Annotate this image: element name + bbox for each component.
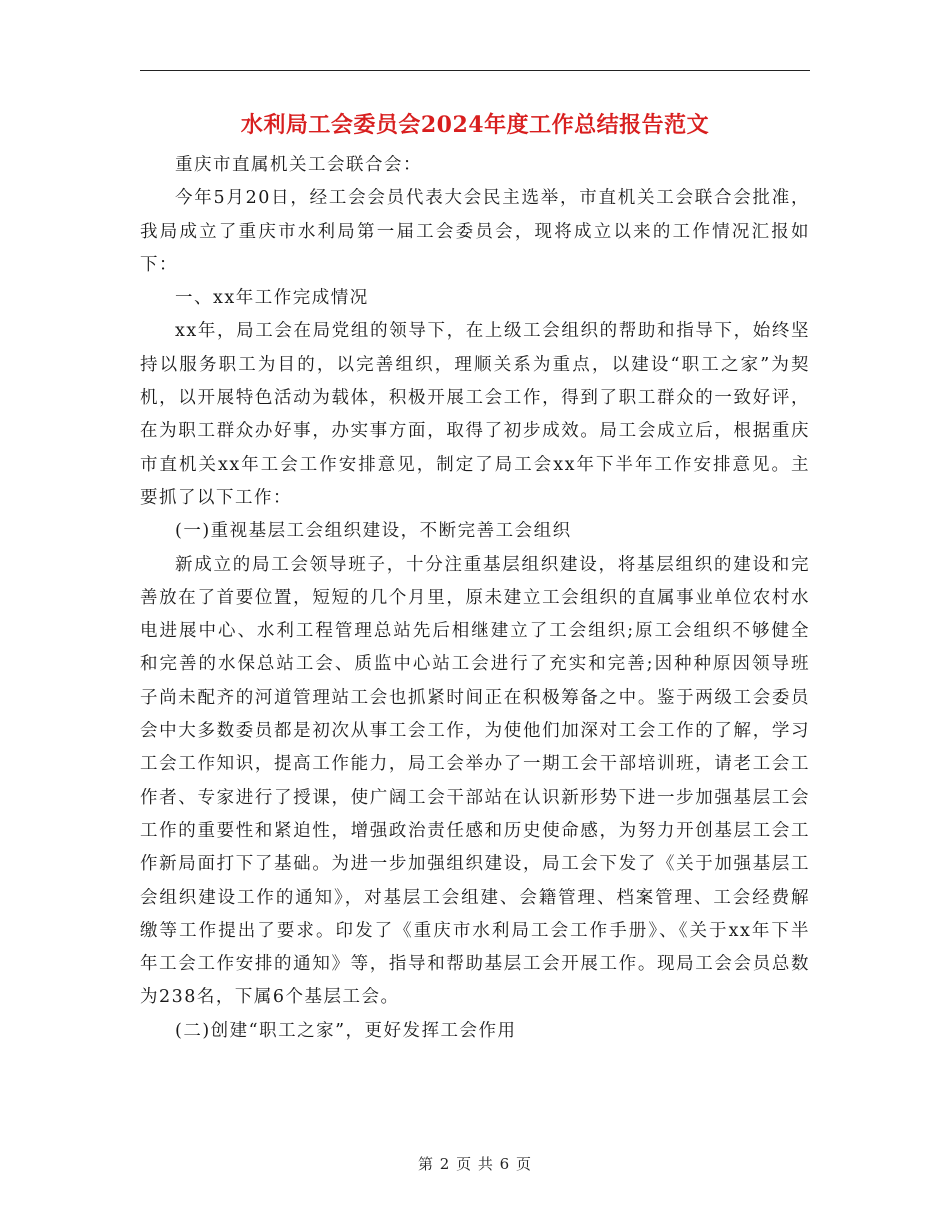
header-rule	[140, 70, 810, 71]
section-heading-1: 一、xx年工作完成情况	[175, 288, 369, 309]
document-title: 水利局工会委员会2024年度工作总结报告范文	[240, 112, 710, 138]
document-body	[140, 149, 810, 1048]
intro-paragraph: 今年5月20日，经工会会员代表大会民主选举，市直机关工会联合会批准，我局成立了重庆市水利局第一届工会委员会，现将成立以来的工作情况汇报如下：	[140, 188, 810, 275]
subsection-heading-1: (一)重视基层工会组织建设，不断完善工会组织	[175, 521, 572, 542]
section-1-paragraph: xx年，局工会在局党组的领导下，在上级工会组织的帮助和指导下，始终坚持以服务职工为目的，以完善组织，理顺关系为重点，以建设“职工之家”为契机，以开展特色活动为载体，积极开展工会工作，得到了职工群众的一致好评，在为职工群众办好事，办实事方面，取得了初步成效。局工会成立后，根据重庆市直机关xx年工会工作安排意见，制定了局工会xx年下半年工作安排意见。主要抓了以下工作：	[140, 321, 810, 508]
page-footer: 第 2 页 共 6 页	[418, 1155, 532, 1173]
subsection-heading-2: (二)创建“职工之家”，更好发挥工会作用	[175, 1020, 517, 1041]
subsection-1-paragraph: 新成立的局工会领导班子，十分注重基层组织建设，将基层组织的建设和完善放在了首要位置，短短的几个月里，原未建立工会组织的直属事业单位农村水电进展中心、水利工程管理总站先后相继建立了工会组织;原工会组织不够健全和完善的水保总站工会、质监中心站工会进行了充实和完善;因种种原因领导班子尚未配齐的河道管理站工会也抓紧时间正在积极筹备之中。鉴于两级工会委员会中大多数委员都是初次从事工会工作，为使他们加深对工会工作的了解，学习工会工作知识，提高工作能力，局工会举办了一期工会干部培训班，请老工会工作者、专家进行了授课，使广阔工会干部站在认识新形势下进一步加强基层工会工作的重要性和紧迫性，增强政治责任感和历史使命感，为努力开创基层工会工作新局面打下了基础。为进一步加强组织建设，局工会下发了《关于加强基层工会组织建设工作的通知》，对基层工会组建、会籍管理、档案管理、工会经费解缴等工作提出了要求。印发了《重庆市水利局工会工作手册》、《关于xx年下半年工会工作安排的通知》等，指导和帮助基层工会开展工作。现局工会会员总数为238名，下属6个基层工会。	[140, 554, 810, 1008]
salutation: 重庆市直属机关工会联合会：	[175, 155, 422, 175]
